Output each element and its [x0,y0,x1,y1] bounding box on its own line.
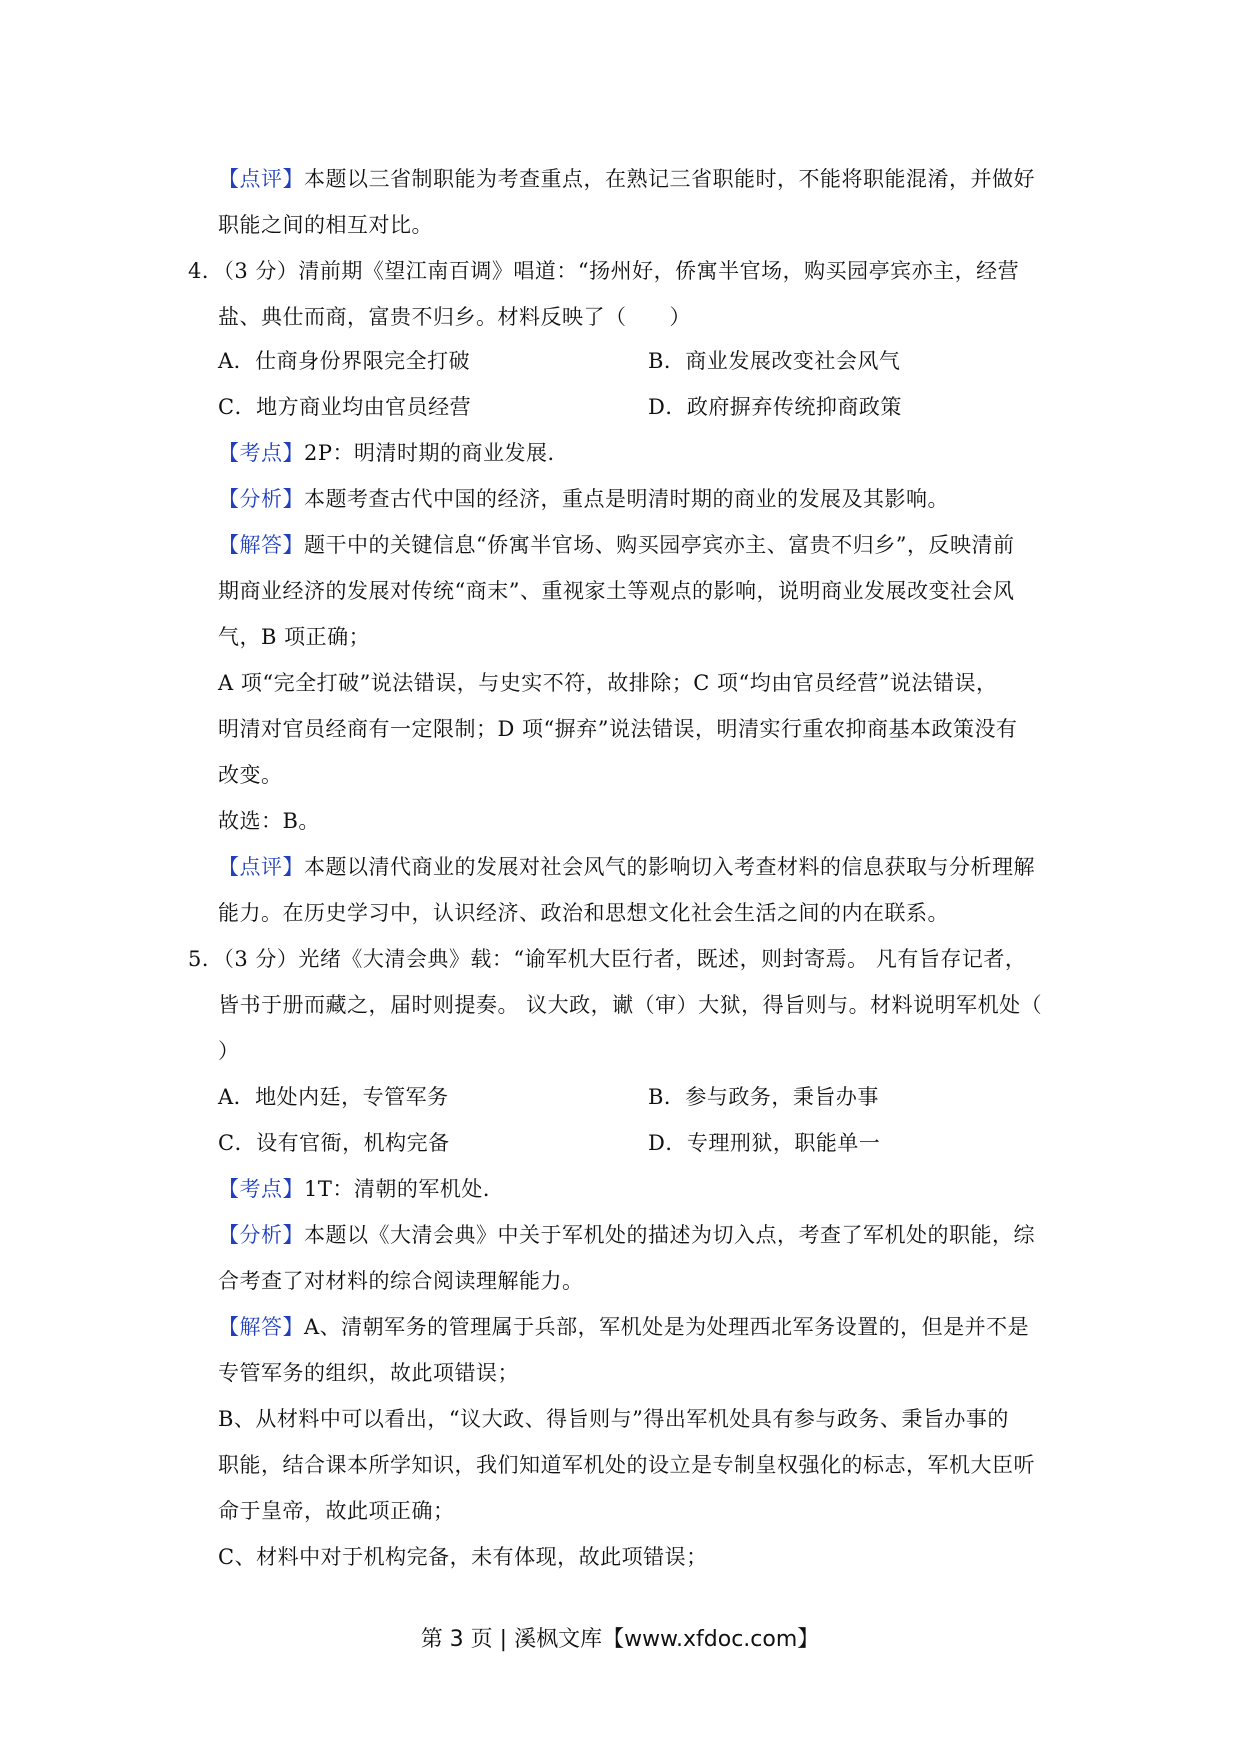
q3-comment-line-1 [218,164,1035,194]
kaodian-text: 2P：明清时期的商业发展． [304,441,569,465]
q5-stem-line-1 [188,944,1026,974]
comment-tag: 【点评】 [218,855,304,879]
option-c: C．设有官衙，机构完备 [218,1131,450,1155]
kaodian-tag: 【考点】 [218,441,304,465]
q5-fenxi-line-2: 合考查了对材料的综合阅读理解能力。 [218,1269,584,1293]
q4-kaodian [218,438,569,468]
q4-stem-line-2: 盐、典仕而商，富贵不归乡。材料反映了（ ） [218,305,691,329]
option-a: A．仕商身份界限完全打破 [218,349,471,373]
fenxi-tag: 【分析】 [218,1223,304,1247]
q4-jieda-line-1 [218,530,1014,560]
q4-jieda-line-2: 期商业经济的发展对传统“商末”、重视家土等观点的影响，说明商业发展改变社会风 [218,579,1015,603]
q5-jieda-line-5: 命于皇帝，故此项正确； [218,1499,455,1523]
option-d: D．政府摒弃传统抑商政策 [648,395,902,419]
option-b: B．参与政务，秉旨办事 [648,1085,879,1109]
question-stem: （3 分）光绪《大清会典》载：“谕军机大臣行者，既述，则封寄焉。 凡有旨存记者， [223,947,1027,971]
fenxi-tag: 【分析】 [218,487,304,511]
option-a: A．地处内廷，专管军务 [218,1085,449,1109]
jieda-text: A、清朝军务的管理属于兵部，军机处是为处理西北军务设置的，但是并不是 [304,1315,1030,1339]
q4-jieda-line-5: 明清对官员经商有一定限制；D 项“摒弃”说法错误，明清实行重农抑商基本政策没有 [218,717,1018,741]
q5-jieda-line-4: 职能，结合课本所学知识，我们知道军机处的设立是专制皇权强化的标志，军机大臣听 [218,1453,1035,1477]
question-number: 5． [188,947,224,971]
page-footer: 第 3 页 | 溪枫文库【www.xfdoc.com】 [420,1627,820,1652]
option-b: B．商业发展改变社会风气 [648,349,901,373]
question-number: 4． [188,259,224,283]
q4-stem-line-1 [188,256,1019,286]
q4-fenxi [218,484,949,514]
q5-jieda-line-1 [218,1312,1029,1342]
comment-text: 本题以三省制职能为考查重点，在熟记三省职能时，不能将职能混淆，并做好 [304,167,1035,191]
fenxi-text: 本题以《大清会典》中关于军机处的描述为切入点，考查了军机处的职能，综 [304,1223,1035,1247]
question-stem: （3 分）清前期《望江南百调》唱道：“扬州好，侨寓半官场，购买园亭宾亦主，经营 [223,259,1020,283]
option-c: C．地方商业均由官员经营 [218,395,472,419]
q4-jieda-line-4: A 项“完全打破”说法错误，与史实不符，故排除；C 项“均由官员经营”说法错误， [218,671,998,695]
comment-tag: 【点评】 [218,167,304,191]
q5-stem-line-3: ） [218,1039,240,1063]
q5-jieda-line-6: C、材料中对于机构完备，未有体现，故此项错误； [218,1545,708,1569]
option-d: D．专理刑狱，职能单一 [648,1131,881,1155]
q3-comment-line-2: 职能之间的相互对比。 [218,213,433,237]
fenxi-text: 本题考查古代中国的经济，重点是明清时期的商业的发展及其影响。 [304,487,949,511]
jieda-tag: 【解答】 [218,1315,304,1339]
kaodian-tag: 【考点】 [218,1177,304,1201]
q5-stem-line-2: 皆书于册而藏之，届时则提奏。 议大政，谳（审）大狱，得旨则与。材料说明军机处（ [218,993,1043,1017]
q4-comment-line-1 [218,852,1035,882]
q5-kaodian [218,1174,504,1204]
q4-jieda-line-3: 气，B 项正确； [218,625,371,649]
jieda-tag: 【解答】 [218,533,304,557]
q5-fenxi-line-1 [218,1220,1035,1250]
kaodian-text: 1T：清朝的军机处． [304,1177,505,1201]
q4-answer: 故选：B。 [218,809,320,833]
jieda-text: 题干中的关键信息“侨寓半官场、购买园亭宾亦主、富贵不归乡”，反映清前 [304,533,1015,557]
q5-jieda-line-2: 专管军务的组织，故此项错误； [218,1361,519,1385]
q5-jieda-line-3: B、从材料中可以看出，“议大政、得旨则与”得出军机处具有参与政务、秉旨办事的 [218,1407,1009,1431]
q4-comment-line-2: 能力。在历史学习中，认识经济、政治和思想文化社会生活之间的内在联系。 [218,901,949,925]
comment-text: 本题以清代商业的发展对社会风气的影响切入考查材料的信息获取与分析理解 [304,855,1035,879]
q4-jieda-line-6: 改变。 [218,763,283,787]
